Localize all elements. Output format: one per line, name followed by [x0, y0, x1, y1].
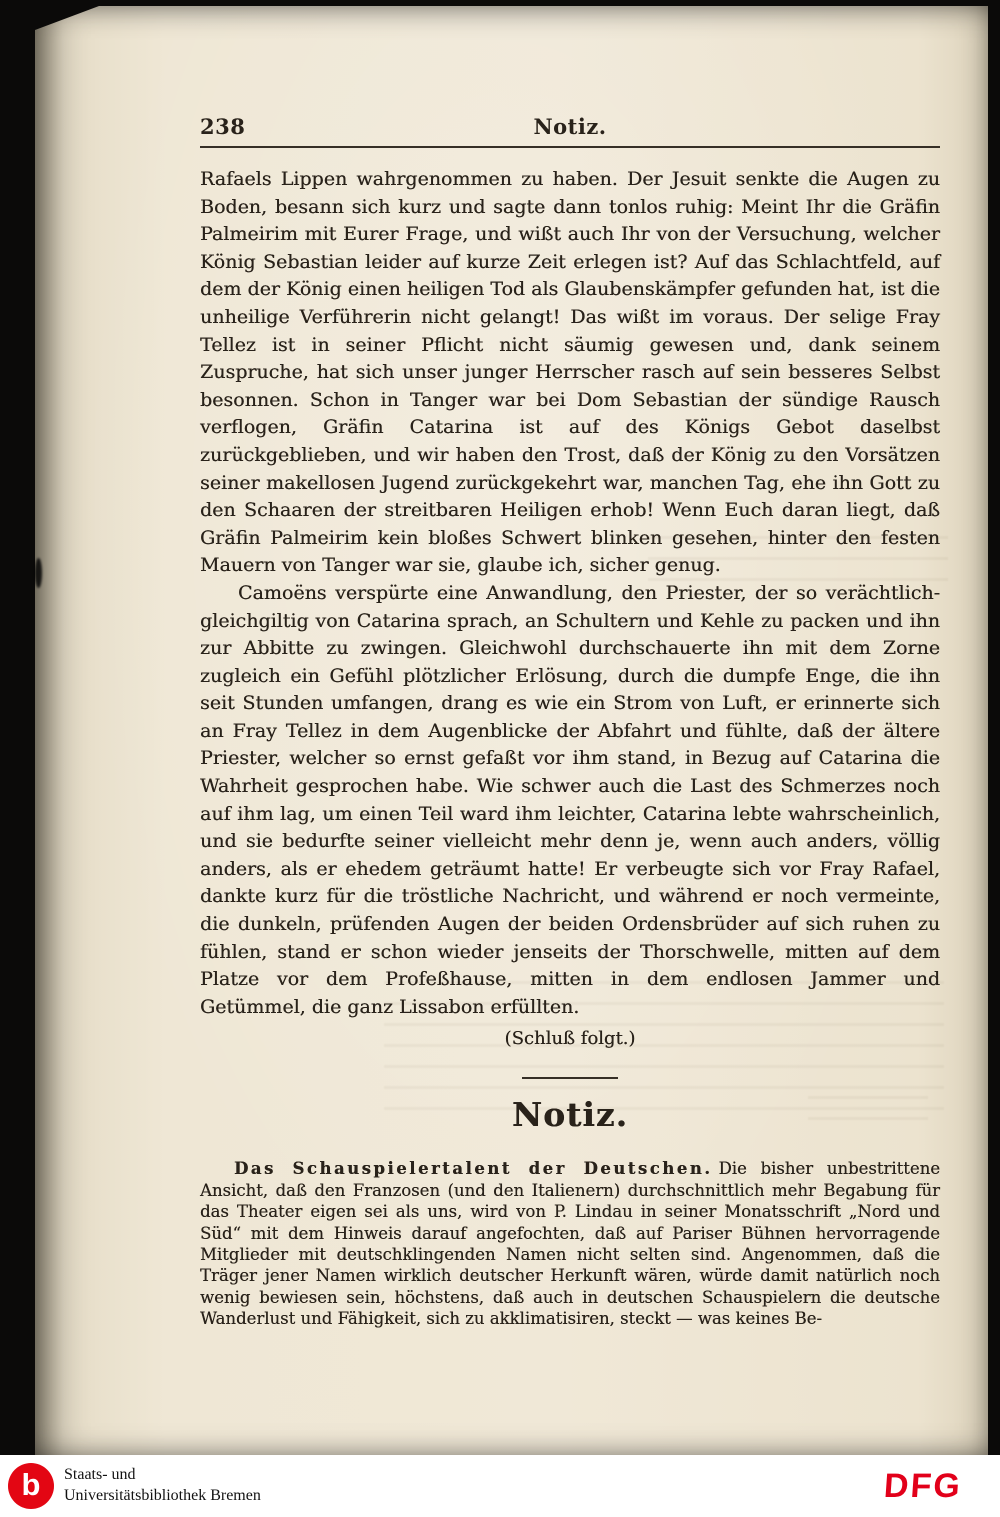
- continuation-note: (Schluß folgt.): [504, 1028, 636, 1050]
- viewer-footer: [0, 1455, 1000, 1517]
- library-logo[interactable]: [8, 1463, 54, 1509]
- library-branding: [8, 1463, 261, 1509]
- story-paragraph-1: Rafaels Lippen wahrgenommen zu haben. Der Jesuit senkte die Augen zu Boden, besann sich kurz und sagte dann tonlos ruhig: Meint Ihr die Gräfin Palmeirim mit Eurer Frage, und wißt auch Ihr von der Versuchung, welcher König Sebastian leider auf kurze Zeit erlegen ist? Auf das Schlachtfeld, auf dem der König einen heiligen Tod als Glaubenskämpfer gefunden hat, ist die unheilige Verführerin nicht gelangt! Das wißt im voraus. Der selige Fray Tellez ist in seiner Pflicht nicht säumig gewesen und, dank seinem Zuspruche, hat sich unser junger Herrscher rasch auf sein besseres Selbst besonnen. Schon in Tanger war bei Dom Sebastian der sündige Rausch verflogen, Gräfin Catarina ist auf des Königs Gebot daselbst zurückgeblieben, und wir haben den Trost, daß der König zu den Vorsätzen seiner makellosen Jugend zurückgekehrt war, manchen Tag, ehe ihn Gott zu den Schaaren der streitbaren Heiligen erhob! Wenn Euch daran liegt, daß Gräfin Palmeirim kein bloßes Schwert blinken gesehen, hinter den festen Mauern von Tanger war sie, glaube ich, sicher genug.: [200, 168, 940, 577]
- library-logo-letter: b: [21, 1466, 41, 1502]
- library-name-line1: Staats- und: [64, 1466, 136, 1484]
- book-page-scan: [35, 6, 988, 1455]
- notiz-lead: Das Schauspielertalent der Deutschen.: [234, 1159, 713, 1179]
- running-header: Notiz.: [533, 114, 607, 139]
- section-divider: [522, 1077, 618, 1079]
- notiz-text: Die bisher unbestrittene Ansicht, daß den Franzosen (und den Italienern) durchschnittlich mehr Begabung für das Theater eigen sei als uns, wird von P. Lindau in seiner Monatsschrift „Nord und Süd“ mit dem Hinweis darauf angefochten, daß auf Pariser Bühnen hervorragende Mitglieder mit deutschklingenden Namen nicht selten sind. Angenommen, daß die Träger jener Namen wirklich deutscher Herkunft wären, würde damit natürlich noch wenig bewiesen sein, höchstens, daß auch in deutschen Schauspielern die deutsche Wanderlust und Fähigkeit, sich zu akklimatisiren, steckt — was keines Be-: [200, 1159, 941, 1329]
- library-name-line2: Universitätsbibliothek Bremen: [64, 1487, 261, 1504]
- section-title: Notiz.: [511, 1095, 629, 1135]
- notiz-paragraph: [200, 1158, 940, 1329]
- page-number: 238: [200, 114, 246, 139]
- scan-artifact: [35, 558, 42, 588]
- text-block: [200, 6, 940, 1330]
- page-header: [200, 114, 940, 139]
- header-rule: [200, 146, 940, 148]
- dfg-logo[interactable]: DFG: [882, 1466, 964, 1505]
- library-name: [64, 1465, 261, 1507]
- page-corner-shadow: [35, 6, 99, 30]
- story-paragraph-2: Camoëns verspürte eine Anwandlung, den Priester, der so verächtlich-gleichgiltig von Catarina sprach, an Schultern und Kehle zu packen und ihn zur Abbitte zu zwingen. Gleichwohl durchschauerte ihn mit dem Zorne zugleich ein Gefühl plötzlicher Erlösung, durch die dumpfe Enge, die ihn seit Stunden umfangen, drang es wie ein Strom von Luft, er erinnerte sich an Fray Tellez in dem Augenblicke der Abfahrt und fühlte, daß der ältere Priester, welcher so ernst gefaßt vor ihm stand, in Bezug auf Catarina die Wahrheit gesprochen habe. Wie schwer auch die Last des Schmerzes noch auf ihm lag, um einen Teil ward ihm leichter, Catarina lebte wahrscheinlich, und sie bedurfte seiner vielleicht mehr denn je, wenn auch anders, völlig anders, als er ehedem geträumt hatte! Er verbeugte sich vor Fray Rafael, dankte kurz für die tröstliche Nachricht, und während er noch vermeinte, die dunkeln, prüfenden Augen der beiden Ordensbrüder auf sich ruhen zu fühlen, stand er schon wieder jenseits der Thorschwelle, mitten auf dem Platze vor dem Profeßhause, mitten in dem endlosen Jammer und Getümmel, die ganz Lissabon erfüllten.: [200, 581, 940, 1018]
